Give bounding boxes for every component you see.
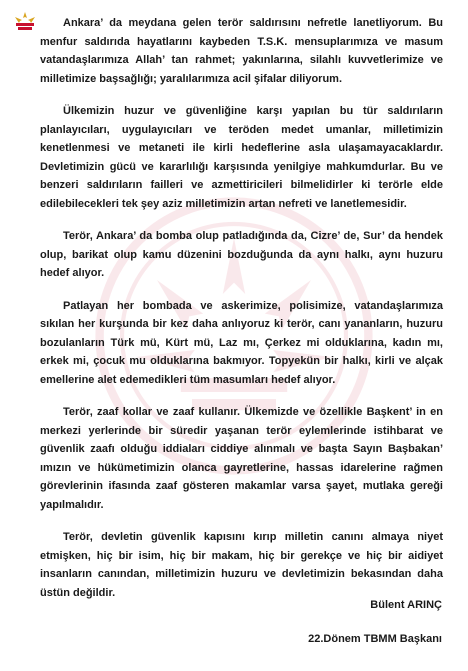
signature-title: 22.Dönem TBMM Başkanı [308,633,442,645]
paragraph-5: Terör, zaaf kollar ve zaaf kullanır. Ülkemizde ve özellikle Başkent’ in en merkezi yerlerinde bir süredir yaşanan terör eylemlerinde istihbarat ve güvenlik zaafı olduğu iddiaları ciddiye alınmalı ve başta Sayın Başbakan’ ımızın ve hükümetimizin olanca gayretlerine, hassas idarelerine rağmen görevlerinin ifasında zaaf gösteren makamlar varsa şayet, mutlaka gereği yapılmalıdır. [40,406,443,511]
paragraph-3: Terör, Ankara’ da bomba olup patladığında da, Cizre’ de, Sur’ da hendek olup, barikat olup kamu düzenini bozduğunda da aynı halkı, aynı huzuru hedef alıyor. [40,230,443,279]
paragraph-6: Terör, devletin güvenlik kapısını kırıp milletin canını almaya niyet etmişken, hiç bir isim, hiç bir makam, hiç bir gerekçe ve hiç bir aidiyet insanların canından, milletimizin huzuru ve devletimizin bekasından daha üstün değildir. [40,531,443,599]
paragraph-2: Ülkemizin huzur ve güvenliğine karşı yapılan bu tür saldırıların planlayıcıları, uygulayıcıları ve teröden medet umanlar, milletimizin kenetlenmesi ve metaneti ile kirli hedeflerine asla ulaşamayacaklardır. Devletimizin gücü ve kararlılığı karşısında yenilgiye mahkumdurlar. Bu ve benzeri saldırıların failleri ve azmettiricileri bilmelidirler ki terörle elde edilebilecekleri tek şey aziz milletimizin artan nefreti ve lanetlemesidir. [40,105,443,210]
signature-name: Bülent ARINÇ [370,599,442,611]
tbmm-emblem-icon [12,10,38,32]
paragraph-4: Patlayan her bombada ve askerimize, polisimize, vatandaşlarımıza sıkılan her kurşunda bir kez daha anlıyoruz ki terör, canı yananların, huzuru bozulanların Türk mü, Kürt mü, Laz mı, Çerkez mi olduklarına, kadın mı, erkek mi, çocuk mu olduklarına bakmıyor. Topyekün bir halkı, kirli ve alçak emellerine alet edemedikleri tüm masumları hedef alıyor. [40,299,443,386]
statement-body [40,14,443,616]
paragraph-1: Ankara’ da meydana gelen terör saldırısını nefretle lanetliyorum. Bu menfur saldırıda hayatlarını kaybeden T.S.K. mensuplarımıza ve masum vatandaşlarımıza Allah’ tan rahmet; yakınlarına, silahlı kuvvetlerimize ve milletimize başsağlığı; yaralılarımıza acil şifalar diliyorum. [40,17,443,85]
signature-block [308,598,442,646]
